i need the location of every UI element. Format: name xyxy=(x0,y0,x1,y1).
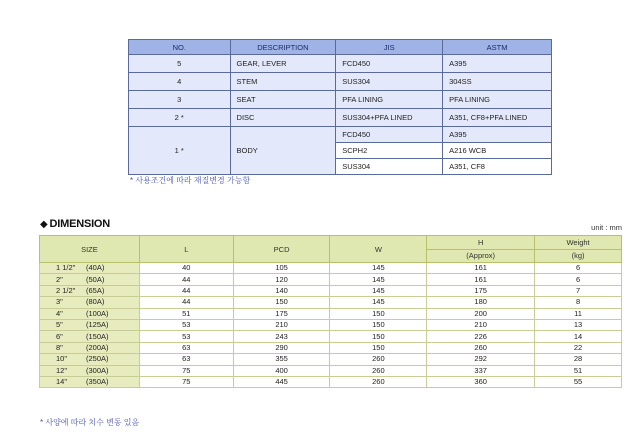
table-row xyxy=(40,319,622,330)
cell-l: 40 xyxy=(139,263,233,274)
cell-pcd: 243 xyxy=(233,331,330,342)
header-w: W xyxy=(330,236,427,263)
cell-w: 150 xyxy=(330,331,427,342)
header-l: L xyxy=(139,236,233,263)
part-jis: SCPH2 xyxy=(336,143,443,159)
size-dn: (250A) xyxy=(86,354,109,364)
size-dn: (40A) xyxy=(86,263,105,273)
dimension-header-row xyxy=(40,236,622,250)
size-inch: 3" xyxy=(56,297,63,307)
table-row xyxy=(40,274,622,285)
cell-h: 360 xyxy=(427,376,535,387)
cell-w: 145 xyxy=(330,263,427,274)
cell-weight: 13 xyxy=(535,319,622,330)
part-jis: SUS304+PFA LINED xyxy=(336,109,443,127)
table-row xyxy=(40,354,622,365)
cell-weight: 6 xyxy=(535,274,622,285)
size-dn: (350A) xyxy=(86,377,109,387)
part-astm: A351, CF8+PFA LINED xyxy=(443,109,552,127)
dimension-unit: unit : mm xyxy=(591,223,622,232)
cell-w: 145 xyxy=(330,285,427,296)
cell-l: 63 xyxy=(139,354,233,365)
table-row xyxy=(40,365,622,376)
size-dn: (65A) xyxy=(86,285,105,295)
part-astm: A216 WCB xyxy=(443,143,552,159)
cell-weight: 51 xyxy=(535,365,622,376)
size-inch: 12" xyxy=(56,365,68,375)
size-inch: 10" xyxy=(56,354,68,364)
header-jis: JIS xyxy=(336,40,443,55)
materials-table xyxy=(128,39,552,175)
header-no: NO. xyxy=(129,40,231,55)
table-row xyxy=(129,55,552,73)
cell-weight: 22 xyxy=(535,342,622,353)
diamond-icon: ◆ xyxy=(40,219,48,230)
cell-h: 180 xyxy=(427,297,535,308)
size-dn: (200A) xyxy=(86,342,109,352)
cell-pcd: 445 xyxy=(233,376,330,387)
part-no: 5 xyxy=(129,55,231,73)
cell-weight: 55 xyxy=(535,376,622,387)
materials-header-row xyxy=(129,40,552,55)
cell-h: 200 xyxy=(427,308,535,319)
part-astm: A395 xyxy=(443,55,552,73)
size-inch: 5" xyxy=(56,320,63,330)
cell-w: 145 xyxy=(330,274,427,285)
header-pcd: PCD xyxy=(233,236,330,263)
cell-h: 260 xyxy=(427,342,535,353)
header-description: DESCRIPTION xyxy=(230,40,336,55)
cell-l: 51 xyxy=(139,308,233,319)
part-astm: A395 xyxy=(443,127,552,143)
size-dn: (150A) xyxy=(86,331,109,341)
cell-l: 53 xyxy=(139,331,233,342)
cell-weight: 7 xyxy=(535,285,622,296)
cell-h: 337 xyxy=(427,365,535,376)
cell-w: 260 xyxy=(330,365,427,376)
cell-pcd: 210 xyxy=(233,319,330,330)
size-cell xyxy=(40,263,140,274)
cell-w: 260 xyxy=(330,354,427,365)
part-description: DISC xyxy=(230,109,336,127)
cell-pcd: 175 xyxy=(233,308,330,319)
header-h: H xyxy=(427,236,535,250)
part-no: 4 xyxy=(129,73,231,91)
cell-h: 292 xyxy=(427,354,535,365)
cell-pcd: 120 xyxy=(233,274,330,285)
table-row xyxy=(40,331,622,342)
part-astm: A351, CF8 xyxy=(443,159,552,175)
size-dn: (50A) xyxy=(86,274,105,284)
header-weight: Weight xyxy=(535,236,622,250)
size-inch: 4" xyxy=(56,308,63,318)
cell-pcd: 355 xyxy=(233,354,330,365)
size-cell xyxy=(40,319,140,330)
size-cell xyxy=(40,285,140,296)
size-cell xyxy=(40,274,140,285)
size-cell xyxy=(40,331,140,342)
cell-weight: 28 xyxy=(535,354,622,365)
cell-pcd: 150 xyxy=(233,297,330,308)
header-h-approx: (Approx) xyxy=(427,249,535,263)
table-row xyxy=(40,342,622,353)
part-description: SEAT xyxy=(230,91,336,109)
cell-h: 175 xyxy=(427,285,535,296)
size-cell xyxy=(40,342,140,353)
cell-pcd: 105 xyxy=(233,263,330,274)
dimension-table xyxy=(39,235,622,388)
cell-l: 44 xyxy=(139,285,233,296)
materials-note: * 사용조건에 따라 재질변경 가능함 xyxy=(130,176,251,185)
part-jis: FCD450 xyxy=(336,127,443,143)
table-row xyxy=(129,109,552,127)
cell-w: 145 xyxy=(330,297,427,308)
table-row xyxy=(129,73,552,91)
cell-weight: 11 xyxy=(535,308,622,319)
part-jis: SUS304 xyxy=(336,73,443,91)
cell-pcd: 290 xyxy=(233,342,330,353)
materials-body xyxy=(129,55,552,175)
size-inch: 8" xyxy=(56,342,63,352)
cell-h: 161 xyxy=(427,263,535,274)
size-dn: (300A) xyxy=(86,365,109,375)
cell-l: 63 xyxy=(139,342,233,353)
dimension-title xyxy=(40,218,110,230)
size-inch: 1 1/2" xyxy=(56,263,76,273)
size-dn: (125A) xyxy=(86,320,109,330)
part-description: BODY xyxy=(230,127,336,175)
table-row xyxy=(40,297,622,308)
part-no: 3 xyxy=(129,91,231,109)
table-row xyxy=(40,285,622,296)
table-row xyxy=(40,308,622,319)
part-jis: PFA LINING xyxy=(336,91,443,109)
part-astm: 304SS xyxy=(443,73,552,91)
header-size: SIZE xyxy=(40,236,140,263)
cell-weight: 8 xyxy=(535,297,622,308)
dimension-note: * 사양에 따라 치수 변동 있음 xyxy=(40,418,140,427)
part-description: STEM xyxy=(230,73,336,91)
table-row xyxy=(40,263,622,274)
part-jis: SUS304 xyxy=(336,159,443,175)
part-jis: FCD450 xyxy=(336,55,443,73)
size-cell xyxy=(40,365,140,376)
size-cell xyxy=(40,308,140,319)
size-inch: 2" xyxy=(56,274,63,284)
header-weight-unit: (kg) xyxy=(535,249,622,263)
cell-weight: 6 xyxy=(535,263,622,274)
cell-w: 260 xyxy=(330,376,427,387)
cell-h: 226 xyxy=(427,331,535,342)
cell-l: 53 xyxy=(139,319,233,330)
cell-h: 210 xyxy=(427,319,535,330)
table-row xyxy=(129,91,552,109)
size-dn: (80A) xyxy=(86,297,105,307)
size-cell xyxy=(40,297,140,308)
table-row xyxy=(40,376,622,387)
size-inch: 14" xyxy=(56,377,68,387)
cell-h: 161 xyxy=(427,274,535,285)
size-dn: (100A) xyxy=(86,308,109,318)
cell-pcd: 400 xyxy=(233,365,330,376)
part-description: GEAR, LEVER xyxy=(230,55,336,73)
part-astm: PFA LINING xyxy=(443,91,552,109)
dimension-body xyxy=(40,263,622,388)
size-cell xyxy=(40,354,140,365)
size-cell xyxy=(40,376,140,387)
cell-l: 44 xyxy=(139,297,233,308)
cell-l: 44 xyxy=(139,274,233,285)
dimension-title-text: DIMENSION xyxy=(49,218,111,230)
part-no: 1 * xyxy=(129,127,231,175)
cell-w: 150 xyxy=(330,319,427,330)
size-inch: 2 1/2" xyxy=(56,285,76,295)
header-astm: ASTM xyxy=(443,40,552,55)
part-no: 2 * xyxy=(129,109,231,127)
cell-w: 150 xyxy=(330,308,427,319)
size-inch: 6" xyxy=(56,331,63,341)
cell-l: 75 xyxy=(139,376,233,387)
cell-weight: 14 xyxy=(535,331,622,342)
cell-pcd: 140 xyxy=(233,285,330,296)
cell-l: 75 xyxy=(139,365,233,376)
table-row xyxy=(129,127,552,143)
cell-w: 150 xyxy=(330,342,427,353)
